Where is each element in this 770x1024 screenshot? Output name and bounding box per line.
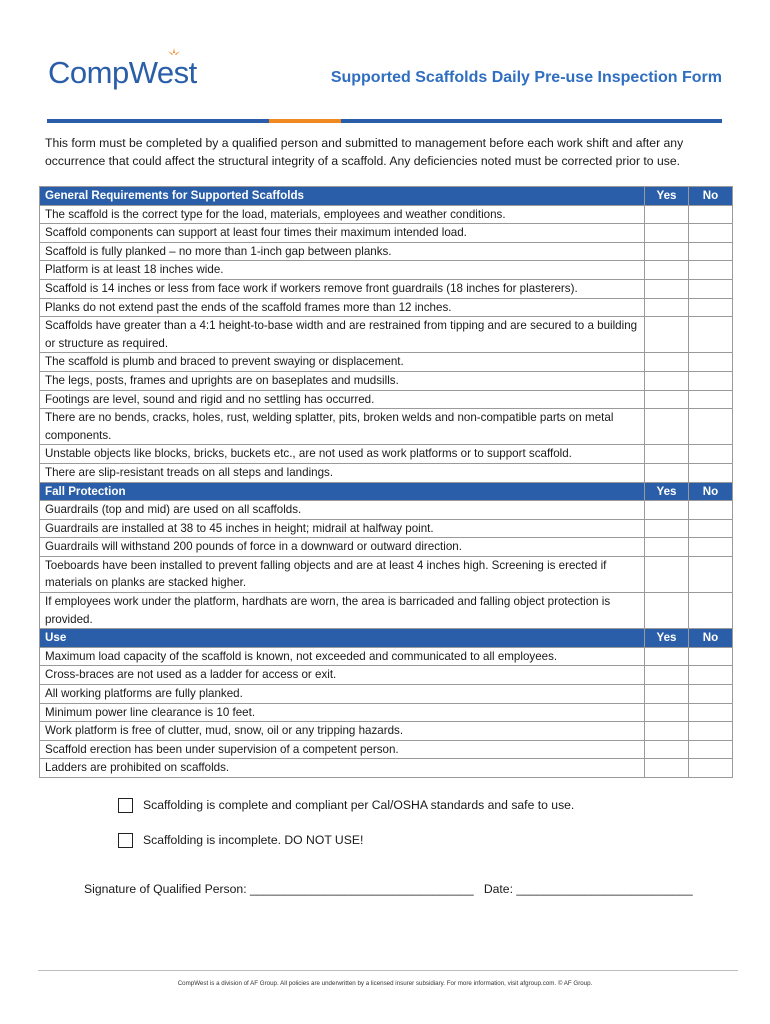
checklist-row	[40, 224, 733, 243]
section-header	[40, 187, 733, 206]
checklist-row	[40, 556, 733, 592]
checklist-row	[40, 463, 733, 482]
no-cell[interactable]	[689, 261, 733, 280]
checklist-item: Guardrails are installed at 38 to 45 inches in height; midrail at halfway point.	[40, 519, 645, 538]
checklist-row	[40, 205, 733, 224]
no-cell[interactable]	[689, 353, 733, 372]
yes-cell[interactable]	[645, 371, 689, 390]
no-cell[interactable]	[689, 685, 733, 704]
yes-cell[interactable]	[645, 242, 689, 261]
check-complete[interactable]	[118, 795, 574, 815]
checklist-row	[40, 593, 733, 629]
header-rule	[47, 119, 722, 123]
yes-cell[interactable]	[645, 647, 689, 666]
checklist-item: Cross-braces are not used as a ladder for access or exit.	[40, 666, 645, 685]
yes-cell[interactable]	[645, 519, 689, 538]
section-heading: General Requirements for Supported Scaffolds	[40, 187, 645, 206]
checklist-item: If employees work under the platform, hardhats are worn, the area is barricaded and falling object protection is provided.	[40, 593, 645, 629]
inspection-table	[39, 186, 733, 778]
checklist-item: Toeboards have been installed to prevent falling objects and are at least 4 inches high. Screening is erected if materials on planks are stacked higher.	[40, 556, 645, 592]
intro-text: This form must be completed by a qualified person and submitted to management before each work shift and after any occurrence that could affect the structural integrity of a scaffold. Any deficiencies noted must be corrected prior to use.	[45, 136, 684, 168]
yes-cell[interactable]	[645, 279, 689, 298]
checklist-item: Ladders are prohibited on scaffolds.	[40, 759, 645, 778]
no-cell[interactable]	[689, 666, 733, 685]
checklist-row	[40, 409, 733, 445]
yes-cell[interactable]	[645, 224, 689, 243]
checklist-item: All working platforms are fully planked.	[40, 685, 645, 704]
section-heading: Use	[40, 629, 645, 648]
no-cell[interactable]	[689, 556, 733, 592]
checklist-row	[40, 390, 733, 409]
footer-rule	[38, 970, 738, 971]
yes-cell[interactable]	[645, 353, 689, 372]
yes-cell[interactable]	[645, 317, 689, 353]
yes-cell[interactable]	[645, 261, 689, 280]
no-cell[interactable]	[689, 445, 733, 464]
checklist-item: The legs, posts, frames and uprights are on baseplates and mudsills.	[40, 371, 645, 390]
logo-text: CompWest	[48, 55, 197, 90]
checklist-row	[40, 445, 733, 464]
no-cell[interactable]	[689, 224, 733, 243]
no-cell[interactable]	[689, 463, 733, 482]
checklist-row	[40, 722, 733, 741]
check-complete-label: Scaffolding is complete and compliant per Cal/OSHA standards and safe to use.	[143, 798, 575, 812]
no-cell[interactable]	[689, 722, 733, 741]
yes-cell[interactable]	[645, 759, 689, 778]
checklist-item: Guardrails (top and mid) are used on all scaffolds.	[40, 501, 645, 520]
checklist-item: Scaffold is fully planked – no more than 1-inch gap between planks.	[40, 242, 645, 261]
checklist-row	[40, 353, 733, 372]
checklist-item: Minimum power line clearance is 10 feet.	[40, 703, 645, 722]
checklist-item: Work platform is free of clutter, mud, snow, oil or any tripping hazards.	[40, 722, 645, 741]
checklist-item: Platform is at least 18 inches wide.	[40, 261, 645, 280]
no-cell[interactable]	[689, 242, 733, 261]
no-cell[interactable]	[689, 703, 733, 722]
no-cell[interactable]	[689, 298, 733, 317]
checklist-row	[40, 538, 733, 557]
checklist-item: Planks do not extend past the ends of the scaffold frames more than 12 inches.	[40, 298, 645, 317]
no-cell[interactable]	[689, 390, 733, 409]
yes-cell[interactable]	[645, 298, 689, 317]
no-column-header: No	[689, 629, 733, 648]
no-cell[interactable]	[689, 593, 733, 629]
checklist-row	[40, 759, 733, 778]
checklist-item: Scaffold erection has been under supervision of a competent person.	[40, 740, 645, 759]
checklist-item: The scaffold is plumb and braced to prevent swaying or displacement.	[40, 353, 645, 372]
checklist-row	[40, 740, 733, 759]
check-incomplete-label: Scaffolding is incomplete. DO NOT USE!	[143, 833, 364, 847]
yes-column-header: Yes	[645, 629, 689, 648]
no-cell[interactable]	[689, 205, 733, 224]
yes-column-header: Yes	[645, 482, 689, 501]
no-cell[interactable]	[689, 371, 733, 390]
no-column-header: No	[689, 187, 733, 206]
checklist-item: Guardrails will withstand 200 pounds of force in a downward or outward direction.	[40, 538, 645, 557]
check-incomplete[interactable]	[118, 830, 574, 850]
yes-cell[interactable]	[645, 666, 689, 685]
section-heading: Fall Protection	[40, 482, 645, 501]
yes-cell[interactable]	[645, 538, 689, 557]
checklist-row	[40, 501, 733, 520]
no-cell[interactable]	[689, 317, 733, 353]
no-cell[interactable]	[689, 740, 733, 759]
signature-line	[84, 882, 693, 896]
no-cell[interactable]	[689, 538, 733, 557]
checklist-row	[40, 279, 733, 298]
yes-cell[interactable]	[645, 556, 689, 592]
checklist-item: Scaffolds have greater than a 4:1 height-to-base width and are restrained from tipping and are secured to a building or structure as required.	[40, 317, 645, 353]
yes-cell[interactable]	[645, 390, 689, 409]
checklist-row	[40, 242, 733, 261]
date-field[interactable]: __________________________	[516, 882, 693, 896]
yes-column-header: Yes	[645, 187, 689, 206]
yes-cell[interactable]	[645, 463, 689, 482]
yes-cell[interactable]	[645, 740, 689, 759]
yes-cell[interactable]	[645, 445, 689, 464]
section-header	[40, 482, 733, 501]
no-cell[interactable]	[689, 501, 733, 520]
checklist-row	[40, 298, 733, 317]
checkbox-complete[interactable]	[118, 798, 133, 813]
checklist-row	[40, 666, 733, 685]
checklist-row	[40, 317, 733, 353]
checklist-item: Unstable objects like blocks, bricks, buckets etc., are not used as work platforms or to support scaffold.	[40, 445, 645, 464]
yes-cell[interactable]	[645, 409, 689, 445]
yes-cell[interactable]	[645, 501, 689, 520]
yes-cell[interactable]	[645, 205, 689, 224]
checklist-item: Maximum load capacity of the scaffold is known, not exceeded and communicated to all employees.	[40, 647, 645, 666]
no-cell[interactable]	[689, 279, 733, 298]
yes-cell[interactable]	[645, 722, 689, 741]
section-header	[40, 629, 733, 648]
date-label: Date:	[483, 882, 517, 896]
page-title: Supported Scaffolds Daily Pre-use Inspection Form	[330, 69, 722, 86]
signature-field[interactable]: _________________________________	[249, 882, 474, 896]
yes-cell[interactable]	[645, 685, 689, 704]
signature-label: Signature of Qualified Person:	[84, 882, 250, 896]
yes-cell[interactable]	[645, 593, 689, 629]
checklist-row	[40, 685, 733, 704]
compwest-logo	[48, 47, 218, 97]
checklist-row	[40, 261, 733, 280]
checklist-item: Footings are level, sound and rigid and no settling has occurred.	[40, 390, 645, 409]
no-cell[interactable]	[689, 519, 733, 538]
checklist-row	[40, 647, 733, 666]
no-cell[interactable]	[689, 647, 733, 666]
checklist-item: There are slip-resistant treads on all steps and landings.	[40, 463, 645, 482]
checklist-row	[40, 703, 733, 722]
no-cell[interactable]	[689, 759, 733, 778]
result-checks	[118, 795, 574, 865]
checklist-item: The scaffold is the correct type for the load, materials, employees and weather conditions.	[40, 205, 645, 224]
no-column-header: No	[689, 482, 733, 501]
yes-cell[interactable]	[645, 703, 689, 722]
checklist-item: There are no bends, cracks, holes, rust, welding splatter, pits, broken welds and non-compatible parts on metal components.	[40, 409, 645, 445]
checkbox-incomplete[interactable]	[118, 833, 133, 848]
footer-text: CompWest is a division of AF Group. All policies are underwritten by a licensed insurer subsidiary. For more information, visit afgroup.com. © AF Group.	[177, 980, 593, 987]
no-cell[interactable]	[689, 409, 733, 445]
checklist-item: Scaffold components can support at least four times their maximum intended load.	[40, 224, 645, 243]
checklist-row	[40, 371, 733, 390]
checklist-row	[40, 519, 733, 538]
checklist-item: Scaffold is 14 inches or less from face work if workers remove front guardrails (18 inches for plasterers).	[40, 279, 645, 298]
